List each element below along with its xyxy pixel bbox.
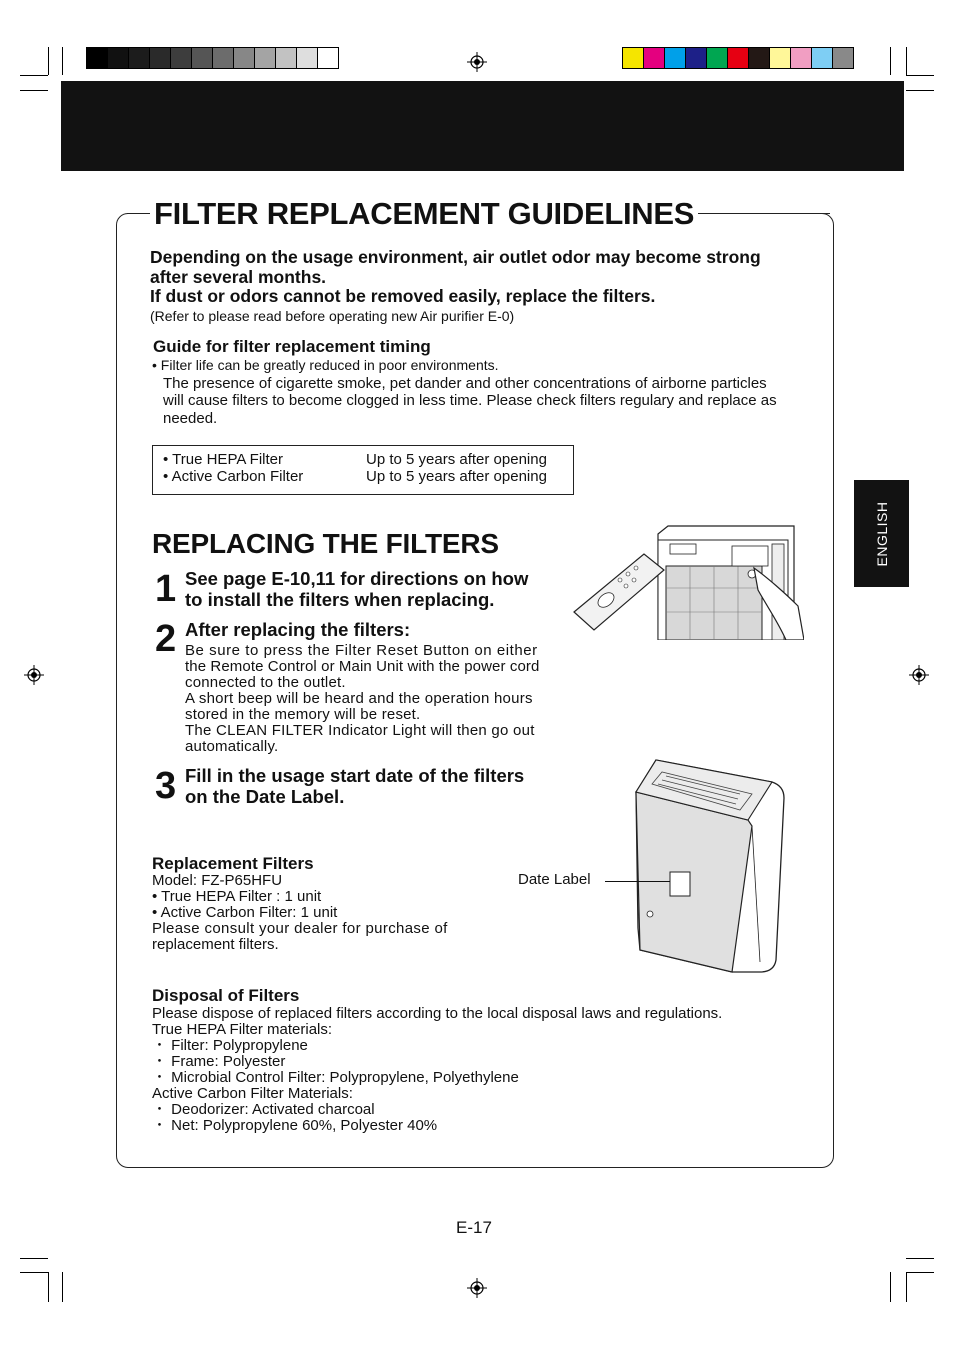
- color-swatch: [833, 47, 854, 69]
- color-swatch: [276, 47, 297, 69]
- step-number: 1: [155, 568, 176, 610]
- color-swatch: [622, 47, 644, 69]
- step-body-line: the Remote Control or Main Unit with the power cord: [185, 658, 540, 675]
- gray-color-bar: [86, 47, 339, 69]
- intro-note: (Refer to please read before operating new Air purifier E-0): [150, 307, 515, 324]
- replacement-filters-heading: Replacement Filters: [152, 854, 314, 873]
- filter-life-table: [152, 445, 574, 495]
- disposal-text: [152, 1006, 722, 1134]
- step-title: After replacing the filters:: [185, 619, 411, 640]
- intro-block: [150, 248, 830, 325]
- color-swatch: [791, 47, 812, 69]
- guide-bullet: • Filter life can be greatly reduced in poor environments.: [152, 357, 499, 373]
- header-bar: [61, 81, 904, 171]
- registration-mark-icon: [467, 1278, 487, 1298]
- page-title: FILTER REPLACEMENT GUIDELINES: [154, 196, 695, 231]
- title-rule: [700, 213, 830, 214]
- color-swatch: [297, 47, 318, 69]
- step-body-line: automatically.: [185, 738, 279, 755]
- text-line: replacement filters.: [152, 936, 279, 953]
- color-swatch: [728, 47, 749, 69]
- table-row: [163, 451, 568, 468]
- text-line: ・ Net: Polypropylene 60%, Polyester 40%: [152, 1117, 438, 1134]
- step-title-line: to install the filters when replacing.: [185, 588, 495, 610]
- color-swatch: [749, 47, 770, 69]
- intro-line: If dust or odors cannot be removed easily, replace the filters.: [150, 286, 656, 306]
- step-title: [185, 766, 524, 807]
- step-title-line: Fill in the usage start date of the filters: [185, 765, 525, 786]
- color-swatch: [192, 47, 213, 69]
- filter-life: Up to 5 years after opening: [366, 468, 547, 485]
- color-swatch: [644, 47, 665, 69]
- language-tab-label: ENGLISH: [873, 501, 890, 566]
- registration-mark-icon: [467, 52, 487, 72]
- text-line: ・ Deodorizer: Activated charcoal: [152, 1101, 375, 1118]
- intro-line: Depending on the usage environment, air outlet odor may become strong: [150, 247, 761, 267]
- step-body: [185, 643, 565, 755]
- filter-name: • Active Carbon Filter: [163, 468, 304, 485]
- date-label-leader: [605, 881, 670, 882]
- color-swatch: [318, 47, 339, 69]
- filter-replacement-illustration: [572, 524, 804, 640]
- color-swatch: [171, 47, 192, 69]
- text-line: Please dispose of replaced filters according to the local disposal laws and regulations.: [152, 1005, 723, 1022]
- step-number: 3: [155, 765, 176, 807]
- color-swatch: [108, 47, 129, 69]
- guide-line: will cause filters to become clogged in less time. Please check filters regulary and replace as: [163, 392, 777, 409]
- color-swatch: [686, 47, 707, 69]
- text-line: • True HEPA Filter : 1 unit: [152, 888, 322, 905]
- filter-life: Up to 5 years after opening: [366, 451, 547, 468]
- color-swatch: [213, 47, 234, 69]
- step-number: 2: [155, 618, 176, 660]
- step-body-line: The CLEAN FILTER Indicator Light will then go out: [185, 722, 535, 739]
- intro-line: after several months.: [150, 266, 327, 287]
- language-tab: [854, 480, 909, 587]
- text-line: • Active Carbon Filter: 1 unit: [152, 904, 338, 921]
- text-line: Model: FZ-P65HFU: [152, 872, 283, 889]
- title-rule-left: [127, 213, 150, 214]
- filter-name: • True HEPA Filter: [163, 451, 284, 468]
- color-swatch: [255, 47, 276, 69]
- color-swatch: [86, 47, 108, 69]
- step-body-line: connected to the outlet.: [185, 674, 346, 691]
- color-bar: [622, 47, 854, 69]
- step-body-line: A short beep will be heard and the operation hours: [185, 690, 533, 707]
- color-swatch: [707, 47, 728, 69]
- color-swatch: [129, 47, 150, 69]
- color-swatch: [770, 47, 791, 69]
- step-title-line: on the Date Label.: [185, 785, 345, 807]
- air-purifier-illustration: [600, 752, 788, 978]
- disposal-heading: Disposal of Filters: [152, 986, 300, 1005]
- replacement-filters-text: [152, 873, 448, 953]
- text-line: ・ Microbial Control Filter: Polypropylene, Polyethylene: [152, 1069, 519, 1086]
- text-line: Please consult your dealer for purchase of: [152, 920, 448, 937]
- color-swatch: [234, 47, 255, 69]
- registration-mark-icon: [909, 665, 929, 685]
- section-heading: REPLACING THE FILTERS: [152, 528, 499, 559]
- step-title: [185, 569, 528, 610]
- text-line: ・ Frame: Polyester: [152, 1053, 286, 1070]
- step-title-line: See page E-10,11 for directions on how: [185, 568, 529, 589]
- registration-mark-icon: [24, 665, 44, 685]
- guide-heading: Guide for filter replacement timing: [153, 337, 431, 356]
- title-box: [150, 194, 698, 234]
- color-swatch: [812, 47, 833, 69]
- text-line: Active Carbon Filter Materials:: [152, 1085, 353, 1102]
- table-row: [163, 468, 568, 485]
- text-line: ・ Filter: Polypropylene: [152, 1037, 308, 1054]
- step-body-line: Be sure to press the Filter Reset Button on either: [185, 642, 538, 659]
- text-line: True HEPA Filter materials:: [152, 1021, 333, 1038]
- color-swatch: [665, 47, 686, 69]
- page-number: E-17: [456, 1218, 492, 1237]
- guide-text: [152, 357, 832, 427]
- guide-line: needed.: [163, 409, 218, 427]
- step-body-line: stored in the memory will be reset.: [185, 706, 421, 723]
- guide-line: The presence of cigarette smoke, pet dander and other concentrations of airborne particles: [163, 374, 767, 392]
- color-swatch: [150, 47, 171, 69]
- date-label-caption: Date Label: [518, 871, 591, 888]
